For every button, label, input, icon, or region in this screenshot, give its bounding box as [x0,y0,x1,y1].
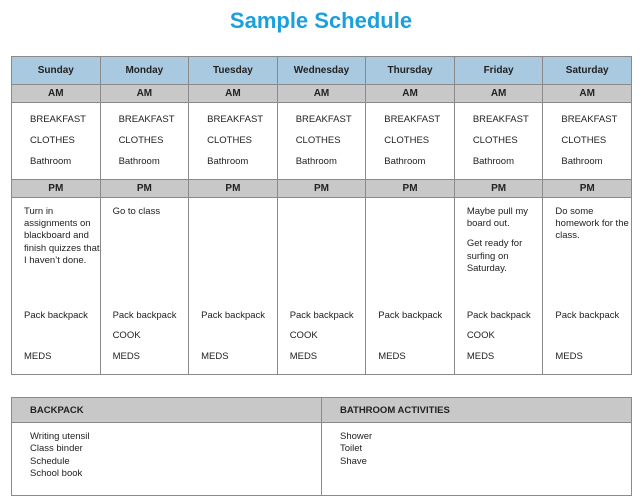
pm-label: PM [189,180,278,198]
cook-task: COOK [289,330,318,341]
backpack-header: BACKPACK [12,398,322,423]
weekly-schedule-table [11,56,632,375]
backpack-item: Writing utensil [30,431,90,442]
cook-task: COOK [112,330,141,341]
am-task: CLOTHES [561,135,607,146]
pm-label: PM [277,180,366,198]
pm-cell [543,198,632,375]
day-header: Wednesday [277,57,366,85]
meds-task: MEDS [289,351,318,362]
meds-task: MEDS [24,351,52,362]
pm-label: PM [12,180,101,198]
am-task: Bathroom [207,156,249,167]
am-label: AM [543,85,632,103]
backpack-item: Schedule [30,455,70,467]
am-task: Bathroom [384,156,426,167]
pm-label: PM [543,180,632,198]
am-cell [100,103,189,180]
pm-cell [189,198,278,375]
pm-cell [12,198,101,375]
am-task: BREAKFAST [472,114,529,125]
pack-backpack-task: Pack backpack [378,310,443,321]
am-task: Bathroom [561,156,603,167]
pm-label: PM [366,180,455,198]
meds-task: MEDS [201,351,229,362]
pack-backpack-task: Pack backpack [201,310,266,321]
pm-note: Get ready for surfing on Saturday. [466,238,523,274]
pack-backpack-task: Pack backpack [24,310,88,321]
pm-items-row [12,198,632,375]
pm-label: PM [100,180,189,198]
am-task: CLOTHES [30,135,75,146]
pm-cell [100,198,189,375]
bathroom-activities-header: BATHROOM ACTIVITIES [322,398,632,423]
meds-task: MEDS [378,351,406,362]
pm-cell [454,198,543,375]
am-task: CLOTHES [295,135,341,146]
am-label: AM [12,85,101,103]
am-cell [366,103,455,180]
am-items-row [12,103,632,180]
am-task: Bathroom [472,156,514,167]
pm-notes [24,206,100,275]
pm-label-row [12,180,632,198]
am-task: BREAKFAST [561,114,618,125]
am-task: CLOTHES [384,135,430,146]
am-task: BREAKFAST [295,114,352,125]
meds-task: MEDS [466,351,495,362]
am-task: Bathroom [118,156,160,167]
am-task: CLOTHES [472,135,518,146]
pm-note: Go to class [112,206,161,217]
pm-note: Do some homework for the class. [555,206,629,242]
day-header: Thursday [366,57,455,85]
pm-notes [555,206,631,251]
day-header: Tuesday [189,57,278,85]
day-header: Friday [454,57,543,85]
pm-cell [277,198,366,375]
am-label: AM [277,85,366,103]
am-task: Bathroom [30,156,72,167]
am-task: CLOTHES [118,135,164,146]
am-label: AM [454,85,543,103]
backpack-item: Class binder [30,443,83,455]
cook-task: COOK [466,330,495,341]
am-cell [189,103,278,180]
day-header: Monday [100,57,189,85]
bathroom-activity-item: Shave [340,455,367,467]
am-task: BREAKFAST [30,114,86,125]
am-label-row [12,85,632,103]
am-task: CLOTHES [207,135,252,146]
bathroom-activity-item: Toilet [340,443,363,455]
am-task: BREAKFAST [118,114,175,125]
day-header: Sunday [12,57,101,85]
pack-backpack-task: Pack backpack [466,310,531,321]
day-header-row [12,57,632,85]
page-title: Sample Schedule [229,8,413,33]
am-label: AM [189,85,278,103]
bathroom-activity-item: Shower [340,431,373,442]
meds-task: MEDS [555,351,583,362]
pack-backpack-task: Pack backpack [112,310,177,321]
pm-cell [366,198,455,375]
am-cell [12,103,101,180]
am-task: BREAKFAST [384,114,441,125]
meds-task: MEDS [112,351,141,362]
am-task: Bathroom [295,156,337,167]
pack-backpack-task: Pack backpack [555,310,620,321]
pack-backpack-task: Pack backpack [289,310,354,321]
am-cell [543,103,632,180]
supplies-table [11,397,632,496]
am-label: AM [100,85,189,103]
day-header: Saturday [543,57,632,85]
pm-note: Maybe pull my board out. [466,206,529,230]
pm-notes [467,206,543,283]
bathroom-activities-items [322,423,632,496]
am-label: AM [366,85,455,103]
backpack-items [12,423,322,496]
backpack-item: School book [30,468,83,480]
am-task: BREAKFAST [207,114,264,125]
pm-note: Turn in assignments on blackboard and finish quizzes that I haven’t done. [24,206,100,266]
pm-notes [113,206,189,226]
pm-label: PM [454,180,543,198]
am-cell [277,103,366,180]
am-cell [454,103,543,180]
